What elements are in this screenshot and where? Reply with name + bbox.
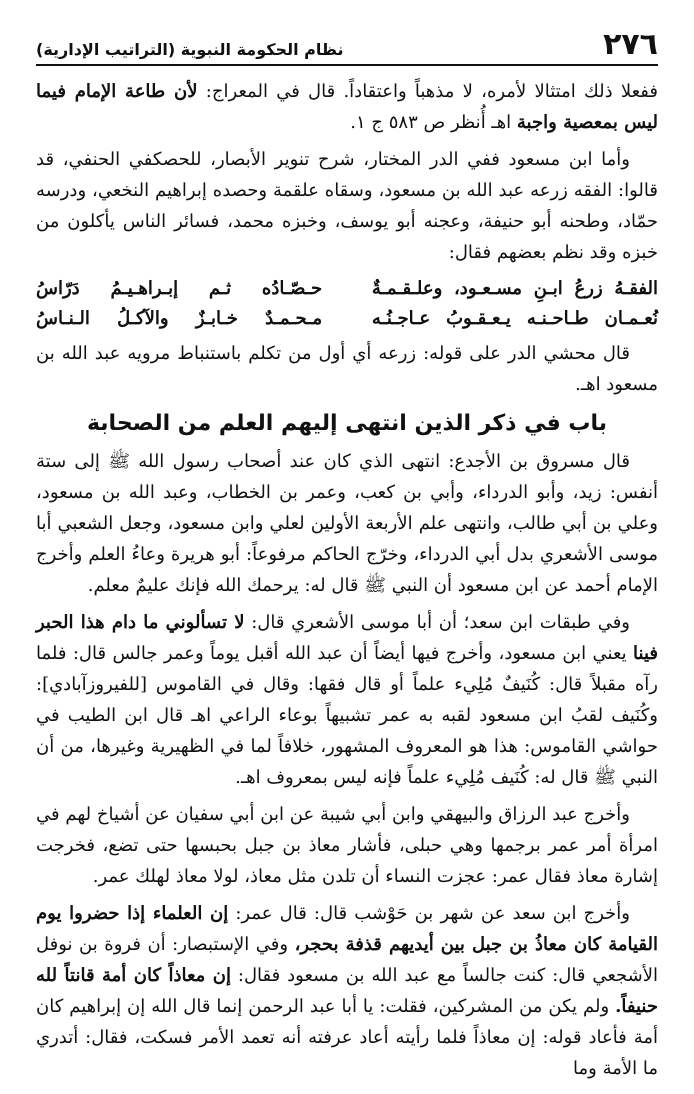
paragraph-1: ففعلا ذلك امتثالا لأمره، لا مذهباً واعتقاداً. قال في المعراج: لأن طاعة الإمام فيما ليس بمعصية واجبة اهـ أُنظر ص ٥٨٣ ج ١. bbox=[36, 81, 658, 133]
verse-2-second-hemistich: مـحـمـدٌ خـابـزٌ والآكـلُ الـنـاسُ bbox=[36, 308, 323, 329]
running-title: نظام الحكومة النبوية (التراتيب الإدارية) bbox=[36, 40, 344, 59]
bold-quote: لأن طاعة الإمام فيما ليس بمعصية واجبة bbox=[36, 81, 658, 133]
paragraph-7: وأخرج ابن سعد عن شهر بن حَوْشب قال: قال عمر: إن العلماء إذا حضروا يوم القيامة كان معاذُ بن جبل بين أيديهم قذفة بحجر، وفي الإستبصار: أن فروة بن نوفل الأشجعي قال: كنت جالساً مع عبد الله بن مسعود فقال: إن معاذاً كان أمة قانتاً لله حنيفاً. ولم يكن من المشركين، فقلت: يا أبا عبد الرحمن إنما قال الله إن إبراهيم كان أمة فأعاد قوله: إن معاذاً فلما رأيته أعاد عرفته أنه تعمد الأمر فسكت، فقال: أتدري ما الأمة وما bbox=[36, 903, 658, 1079]
poem-verse-2 bbox=[36, 304, 658, 334]
paragraph-6: وأخرج عبد الرزاق والبيهقي وابن أبي شيبة عن ابن أبي سفيان عن أشياخ لهم في امرأة أمر عمر برجمها وهي حبلى، فأشار معاذ بن جبل بحبسها حتى تضع، فخرجت إشارة معاذ فقال عمر: عجزت النساء أن تلدن مثل معاذ، لولا معاذ لهلك عمر. bbox=[36, 804, 658, 887]
paragraph-3: قال محشي الدر على قوله: زرعه أي أول من تكلم باستنباط مرويه عبد الله بن مسعود اهـ. bbox=[36, 343, 658, 395]
bold-quote: إن العلماء إذا حضروا يوم القيامة كان معاذُ بن جبل بين أيديهم قذفة بحجر، bbox=[36, 903, 658, 955]
paragraph-4: قال مسروق بن الأجدع: انتهى الذي كان عند أصحاب رسول الله ﷺ إلى ستة أنفس: زيد، وأبو الدرداء، وأبي بن كعب، وعمر بن الخطاب، وعبد الله بن مسعود، وعلي بن أبي طالب، وانتهى علم الأربعة الأولين لعلي وابن مسعود، وجعل الشعبي أبا موسى الأشعري بدل أبي الدرداء، وخرّج الحاكم مرفوعاً: أبو هريرة وعاءُ العلم وأخرج الإمام أحمد عن ابن مسعود أن النبي ﷺ قال له: يرحمك الله فإنك عليمٌ معلم. bbox=[36, 451, 658, 596]
verse-1-second-hemistich: حـصّـادُه ثـم إبـراهـيـمُ دَرّاسُ bbox=[36, 278, 323, 299]
poem bbox=[36, 274, 658, 334]
page-number: ٢٧٦ bbox=[603, 27, 658, 62]
paragraph-2: وأما ابن مسعود ففي الدر المختار، شرح تنوير الأبصار، للحصكفي الحنفي، قد قالوا: الفقه زرعه عبد الله بن مسعود، وسقاه علقمة وحصده إبراهيم النخعي، ودرسه حمّاد، وطحنه أبو حنيفة، وعجنه أبو يوسف، وخبزه محمد، فسائر الناس يأكلون من خبزه وقد نظم بعضهم فقال: bbox=[36, 149, 658, 263]
chapter-heading: باب في ذكر الذين انتهى إليهم العلم من الصحابة bbox=[86, 411, 608, 436]
verse-2-first-hemistich: نُعـمـان طـاحـنـه يـعـقـوبُ عـاجـنُـه bbox=[371, 308, 658, 329]
paragraph-5: وفي طبقات ابن سعد؛ أن أبا موسى الأشعري قال: لا تسألوني ما دام هذا الحبر فينا يعني ابن مسعود، وأخرج فيها أيضاً أن عبد الله أقبل يوماً وعمر جالس قال: فلما رآه مقبلاً قال: كُنَيفٌ مُلِيء علماً أو قال فقها: وقال في القاموس [للفيروزآبادي]: وكُنَيف لقبُ ابن مسعود لقبه به عمر تشبيهاً بوعاء الراعي اهـ قال ابن الطيب في حواشي القاموس: هذا هو المعروف المشهور، خلافاً لما في الظهيرية وغيرها، من أن النبي ﷺ قال له: كُنَيف مُلِيء علماً فإنه ليس بمعروف اهـ. bbox=[36, 612, 658, 788]
poem-verse-1 bbox=[36, 274, 658, 304]
bold-quote: إن معاذاً كان أمة قانتاً لله حنيفاً. bbox=[36, 965, 658, 1017]
page-header bbox=[36, 27, 658, 66]
verse-1-first-hemistich: الفقـهُ زرعُ ابـنِ مسـعـود، وعلـقـمـةٌ bbox=[371, 278, 658, 299]
bold-quote: لا تسألوني ما دام هذا الحبر فينا bbox=[36, 612, 658, 664]
